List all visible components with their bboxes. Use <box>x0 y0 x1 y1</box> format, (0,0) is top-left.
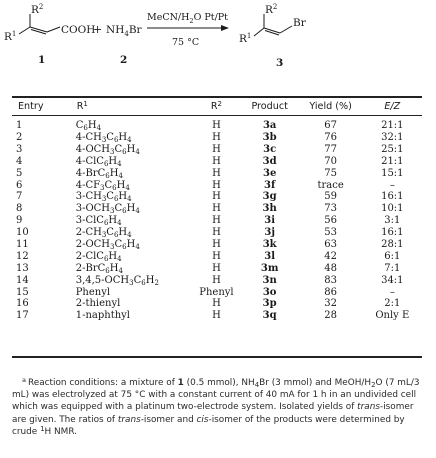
cell-yield: 75 <box>324 167 337 179</box>
cell-r1: $4-OCH_3C_6H_4$ <box>75 143 140 156</box>
cell-r2: H <box>212 191 221 203</box>
cell-r2: H <box>212 179 221 191</box>
cell-r2: H <box>212 227 221 239</box>
product-structure <box>254 14 292 36</box>
cell-r1: $2-ClC_6H_4$ <box>75 250 122 263</box>
cell-r1: Phenyl <box>75 286 111 298</box>
cell-r1: 1-naphthyl <box>75 310 130 322</box>
footnote-text: Reaction conditions: a mixture of 1 (0.5 mmol), $NH_4Br$ (3 mmol) and MeOH/$H_2O$ (7 mL/3 mL) was electrolyzed at 75 °C with a constant current of 40 mA for 1 h in an undivided cell which was equipped with a platinum two-electrode system. Isolated yields of trans-isomer are given. The ratios of trans-isomer and cis-isomer of the products were determined by crude $^1$H NMR. <box>12 378 420 437</box>
reactant-1-structure <box>19 14 60 34</box>
cell-ez: 10:1 <box>381 203 404 215</box>
cell-ez: Only E <box>375 310 410 322</box>
table-row <box>12 156 422 168</box>
product-r2: $R^2$ <box>265 3 278 16</box>
plus-sign: + <box>93 23 103 36</box>
cell-r2: H <box>212 143 221 155</box>
cell-r2: H <box>212 131 221 143</box>
table-footnote <box>12 374 422 438</box>
table-row <box>12 298 422 310</box>
cell-r1: $4-ClC_6H_4$ <box>75 155 122 168</box>
cell-r2: H <box>212 155 221 167</box>
cell-yield: 73 <box>324 203 337 215</box>
cell-yield: 86 <box>324 286 337 298</box>
cell-yield: 59 <box>324 191 337 203</box>
cell-product: 3k <box>262 238 277 250</box>
cell-product: 3p <box>262 298 277 310</box>
cell-entry: 16 <box>16 298 29 310</box>
cell-r1: $4-BrC_6H_4$ <box>75 167 123 180</box>
cell-r2: H <box>212 298 221 310</box>
cell-yield: 42 <box>324 250 337 262</box>
cell-product: 3g <box>262 191 277 203</box>
table-row <box>12 168 422 180</box>
reaction-scheme <box>0 0 436 90</box>
header-ez: E/Z <box>384 101 401 113</box>
cell-ez: 3:1 <box>384 215 401 227</box>
reactant-1-group: COOH <box>61 24 96 36</box>
cell-ez: 16:1 <box>381 191 404 203</box>
reactant-2-number: 2 <box>120 54 128 66</box>
cell-r2: H <box>212 262 221 274</box>
table-row <box>12 132 422 144</box>
cell-yield: 56 <box>324 215 337 227</box>
cell-product: 3m <box>260 262 279 274</box>
cell-ez: 28:1 <box>381 238 404 250</box>
header-r2: $R^2$ <box>210 100 222 113</box>
cell-product: 3a <box>262 120 277 132</box>
conditions-bottom: 75 °C <box>172 37 200 48</box>
cell-ez: 6:1 <box>384 250 401 262</box>
cell-product: 3f <box>264 179 276 191</box>
table-row <box>12 117 422 132</box>
cell-entry: 4 <box>16 155 23 167</box>
cell-entry: 10 <box>16 227 29 239</box>
footnote-mark: a <box>22 376 26 384</box>
cell-entry: 17 <box>16 310 29 322</box>
cell-ez: 32:1 <box>381 131 404 143</box>
cell-yield: 83 <box>324 274 337 286</box>
cell-product: 3d <box>262 155 277 167</box>
cell-entry: 15 <box>16 286 29 298</box>
cell-entry: 9 <box>16 215 23 227</box>
cell-ez: 2:1 <box>384 298 401 310</box>
cell-ez: 21:1 <box>381 120 404 132</box>
cell-yield: 53 <box>324 227 337 239</box>
cell-entry: 2 <box>16 131 23 143</box>
cell-product: 3b <box>262 131 277 143</box>
reaction-arrow <box>147 25 229 31</box>
cell-r2: H <box>212 215 221 227</box>
cell-entry: 1 <box>16 120 23 132</box>
cell-r2: H <box>212 120 221 132</box>
cell-ez: – <box>389 179 395 191</box>
cell-r1: $C_6H_4$ <box>75 120 102 133</box>
reactant-2-formula: $NH_4Br$ <box>106 24 142 38</box>
cell-product: 3h <box>262 203 277 215</box>
table-row <box>12 144 422 156</box>
cell-r1: $4-CF_3C_6H_4$ <box>75 179 130 192</box>
cell-r1: $2-OCH_3C_6H_4$ <box>75 238 140 251</box>
cell-r2: Phenyl <box>199 286 234 298</box>
table-row <box>12 191 422 203</box>
cell-r2: H <box>212 250 221 262</box>
header-yield: Yield (%) <box>309 101 352 113</box>
table-bottom-rule <box>12 356 422 358</box>
cell-ez: 16:1 <box>381 227 404 239</box>
table-row <box>12 239 422 251</box>
cell-yield: 32 <box>324 298 337 310</box>
cell-entry: 11 <box>16 238 29 250</box>
cell-r1: $3,4,5-OCH_3C_6H_2$ <box>75 274 159 287</box>
cell-product: 3j <box>264 227 275 239</box>
cell-yield: 76 <box>324 131 337 143</box>
header-r1: $R^1$ <box>76 100 88 113</box>
cell-entry: 5 <box>16 167 23 179</box>
cell-r2: H <box>212 238 221 250</box>
conditions-top: MeCN/$H_2O$ Pt/Pt <box>147 12 228 25</box>
cell-ez: 15:1 <box>381 167 404 179</box>
results-table <box>12 97 422 322</box>
table-header-row <box>12 97 422 117</box>
cell-r2: H <box>212 203 221 215</box>
table-row <box>12 203 422 215</box>
cell-product: 3l <box>264 250 276 262</box>
product-group: Br <box>293 17 306 29</box>
table-row <box>12 310 422 322</box>
cell-ez: 7:1 <box>384 262 401 274</box>
cell-yield: 48 <box>324 262 337 274</box>
cell-yield: 67 <box>324 120 337 132</box>
cell-product: 3i <box>264 215 276 227</box>
cell-entry: 7 <box>16 191 23 203</box>
cell-product: 3e <box>262 167 277 179</box>
cell-ez: 34:1 <box>381 274 404 286</box>
cell-r1: 2-thienyl <box>75 298 121 310</box>
reactant-1-r2: $R^2$ <box>31 3 44 16</box>
reactant-1-r1: $R^1$ <box>4 30 17 43</box>
cell-yield: 63 <box>324 238 337 250</box>
reactant-1-number: 1 <box>38 54 46 66</box>
cell-r2: H <box>212 274 221 286</box>
table-row <box>12 263 422 275</box>
header-entry: Entry <box>18 101 44 113</box>
product-r1: $R^1$ <box>239 32 252 45</box>
cell-entry: 6 <box>16 179 23 191</box>
cell-r1: $4-CH_3C_6H_4$ <box>75 131 132 144</box>
cell-r2: H <box>212 310 221 322</box>
cell-entry: 3 <box>16 143 23 155</box>
cell-yield: 28 <box>324 310 337 322</box>
table-row <box>12 215 422 227</box>
header-product: Product <box>251 101 288 113</box>
cell-r1: $3-OCH_3C_6H_4$ <box>75 203 140 216</box>
table-row <box>12 227 422 239</box>
table-row <box>12 275 422 287</box>
cell-entry: 13 <box>16 262 29 274</box>
cell-entry: 12 <box>16 250 29 262</box>
cell-ez: 25:1 <box>381 143 404 155</box>
cell-r1: $3-ClC_6H_4$ <box>75 215 122 228</box>
table-row <box>12 179 422 191</box>
table-row <box>12 286 422 298</box>
table-row <box>12 251 422 263</box>
cell-yield: 70 <box>324 155 337 167</box>
cell-entry: 14 <box>16 274 29 286</box>
cell-product: 3c <box>263 143 277 155</box>
cell-product: 3o <box>262 286 277 298</box>
cell-yield: 77 <box>324 143 337 155</box>
cell-r2: H <box>212 167 221 179</box>
cell-r1: $2-CH_3C_6H_4$ <box>75 227 132 240</box>
cell-ez: – <box>389 286 395 298</box>
cell-r1: $2-BrC_6H_4$ <box>75 262 123 275</box>
cell-entry: 8 <box>16 203 23 215</box>
product-number: 3 <box>276 57 284 69</box>
table-body <box>12 117 422 322</box>
cell-yield: trace <box>317 179 344 191</box>
cell-r1: $3-CH_3C_6H_4$ <box>75 191 132 204</box>
cell-product: 3n <box>262 274 277 286</box>
cell-product: 3q <box>262 310 277 322</box>
cell-ez: 21:1 <box>381 155 404 167</box>
